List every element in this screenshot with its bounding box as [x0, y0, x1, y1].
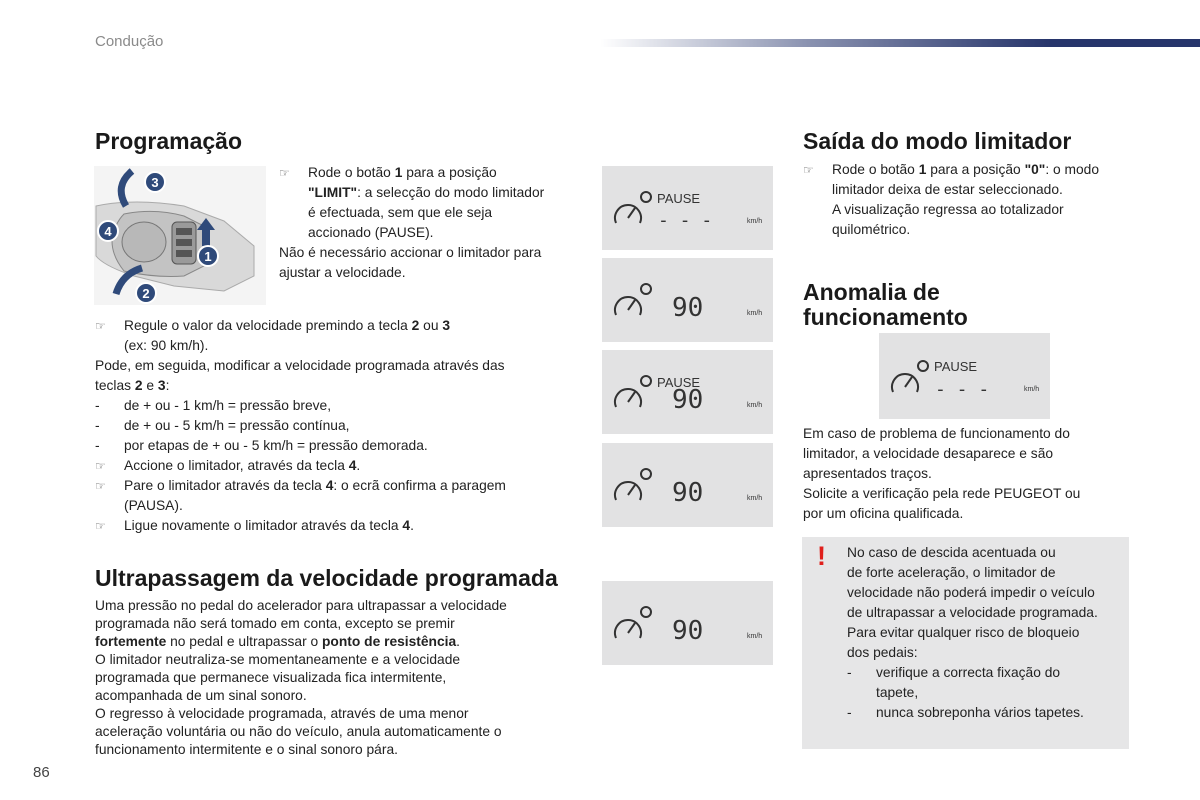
- warning-text: No caso de descida acentuada ou de forte aceleração, o limitador de velocidade não poderá impedir o veículo de ultrapassar a velocidade programada. Para evitar qualquer risco de bloqueio dos pedais: - verifique a correcta fixação do tapete, - nunca sobreponha vários tapetes.: [847, 543, 1122, 723]
- warning-icon: !: [817, 541, 826, 571]
- note-line-2: ajustar a velocidade.: [279, 265, 406, 280]
- display-pause-90: [602, 350, 773, 434]
- pode-line-2: teclas 2 e 3:: [95, 378, 170, 393]
- bullet-regule: ☞ Regule o valor da velocidade premindo a tecla 2 ou 3 (ex: 90 km/h).: [95, 318, 451, 353]
- callout-3: 3: [151, 175, 159, 190]
- unit-text: km/h: [747, 310, 763, 317]
- saida-body: [803, 160, 1148, 240]
- pause-text: PAUSE: [657, 191, 701, 206]
- unit-text: km/h: [747, 218, 763, 225]
- speed-text: 90: [672, 616, 704, 646]
- bullet-icon: ☞: [803, 163, 814, 177]
- dash-item: - nunca sobreponha vários tapetes.: [847, 705, 1084, 720]
- dash-item: - verifique a correcta fixação do: [847, 665, 1061, 680]
- unit-text: km/h: [747, 402, 763, 409]
- speed-text: 90: [672, 385, 704, 415]
- dash-item: - de + ou - 5 km/h = pressão contínua,: [95, 418, 350, 433]
- dash-item: - de + ou - 1 km/h = pressão breve,: [95, 398, 332, 413]
- dashes-text: - - -: [935, 379, 990, 400]
- programacao-title: Programação: [95, 128, 243, 154]
- ultrapassagem-body: Uma pressão no pedal do acelerador para ultrapassar a velocidade programada não será tomado em conta, excepto se premir fortemente no pedal e ultrapassar o ponto de resistência. O limitador neutraliza-se momentaneamente e a velocidade programada que permanece visualizada fica intermitente, acompanhada de um sinal sonoro. O regresso à velocidade programada, através de uma menor aceleração voluntária ou não do veículo, anula automaticamente o funcionamento intermitente e o sinal sonoro pára.: [95, 598, 507, 757]
- callout-2: 2: [142, 286, 150, 301]
- bullet-pare: ☞ Pare o limitador através da tecla 4: o ecrã confirma a paragem (PAUSA).: [95, 478, 506, 513]
- bullet-icon: ☞: [95, 459, 106, 473]
- speed-text: 90: [672, 293, 704, 323]
- display-anomalia: [879, 333, 1050, 419]
- unit-text: km/h: [1024, 386, 1040, 393]
- unit-text: km/h: [747, 495, 763, 502]
- bullet-rode: ☞ Rode o botão 1 para a posição "LIMIT": a selecção do modo limitador é efectuada, sem que ele seja accionado (PAUSE).: [279, 165, 545, 240]
- bullet-accione: ☞ Accione o limitador, através da tecla 4.: [95, 456, 575, 476]
- saida-title: Saída do modo limitador: [803, 128, 1072, 154]
- dashes-text: - - -: [658, 210, 713, 231]
- stalk-illustration: [94, 166, 266, 305]
- bullet-ligue: ☞ Ligue novamente o limitador através da tecla 4.: [95, 516, 575, 536]
- dash-item: - por etapas de + ou - 5 km/h = pressão demorada.: [95, 438, 428, 453]
- display-speed-90: [602, 443, 773, 527]
- speed-text: 90: [672, 478, 704, 508]
- display-speed-90: [602, 258, 773, 342]
- bullet-icon: ☞: [95, 319, 106, 333]
- warning-box: [802, 537, 1129, 749]
- bullet-icon: ☞: [95, 519, 106, 533]
- anomalia-body: Em caso de problema de funcionamento do limitador, a velocidade desaparece e são apresentados traços. Solicite a verificação pela rede PEUGEOT ou por um oficina qualificada.: [803, 426, 1081, 521]
- pause-text: PAUSE: [657, 375, 701, 390]
- bullet-rode-0: ☞ Rode o botão 1 para a posição "0": o modo limitador deixa de estar seleccionado. A visualização regressa ao totalizador quilométrico.: [803, 162, 1100, 237]
- display-speed-90: [602, 581, 773, 665]
- pode-line-1: Pode, em seguida, modificar a velocidade programada através das: [95, 358, 505, 373]
- bullet-icon: ☞: [279, 166, 290, 180]
- bullet-icon: ☞: [95, 479, 106, 493]
- section-label: Condução: [95, 33, 164, 50]
- display-pause-dashes: [602, 166, 773, 250]
- programacao-intro: [279, 163, 579, 283]
- callout-4: 4: [104, 224, 112, 239]
- callout-1: 1: [204, 249, 212, 264]
- programacao-body: [95, 316, 575, 536]
- note-line-1: Não é necessário accionar o limitador para: [279, 245, 542, 260]
- ultrapassagem-title: Ultrapassagem da velocidade programada: [95, 565, 558, 591]
- anomalia-title: Anomalia de funcionamento: [803, 279, 968, 330]
- pause-text: PAUSE: [934, 359, 978, 374]
- unit-text: km/h: [747, 633, 763, 640]
- page-number: 86: [33, 764, 50, 781]
- header-bar: [600, 39, 1200, 47]
